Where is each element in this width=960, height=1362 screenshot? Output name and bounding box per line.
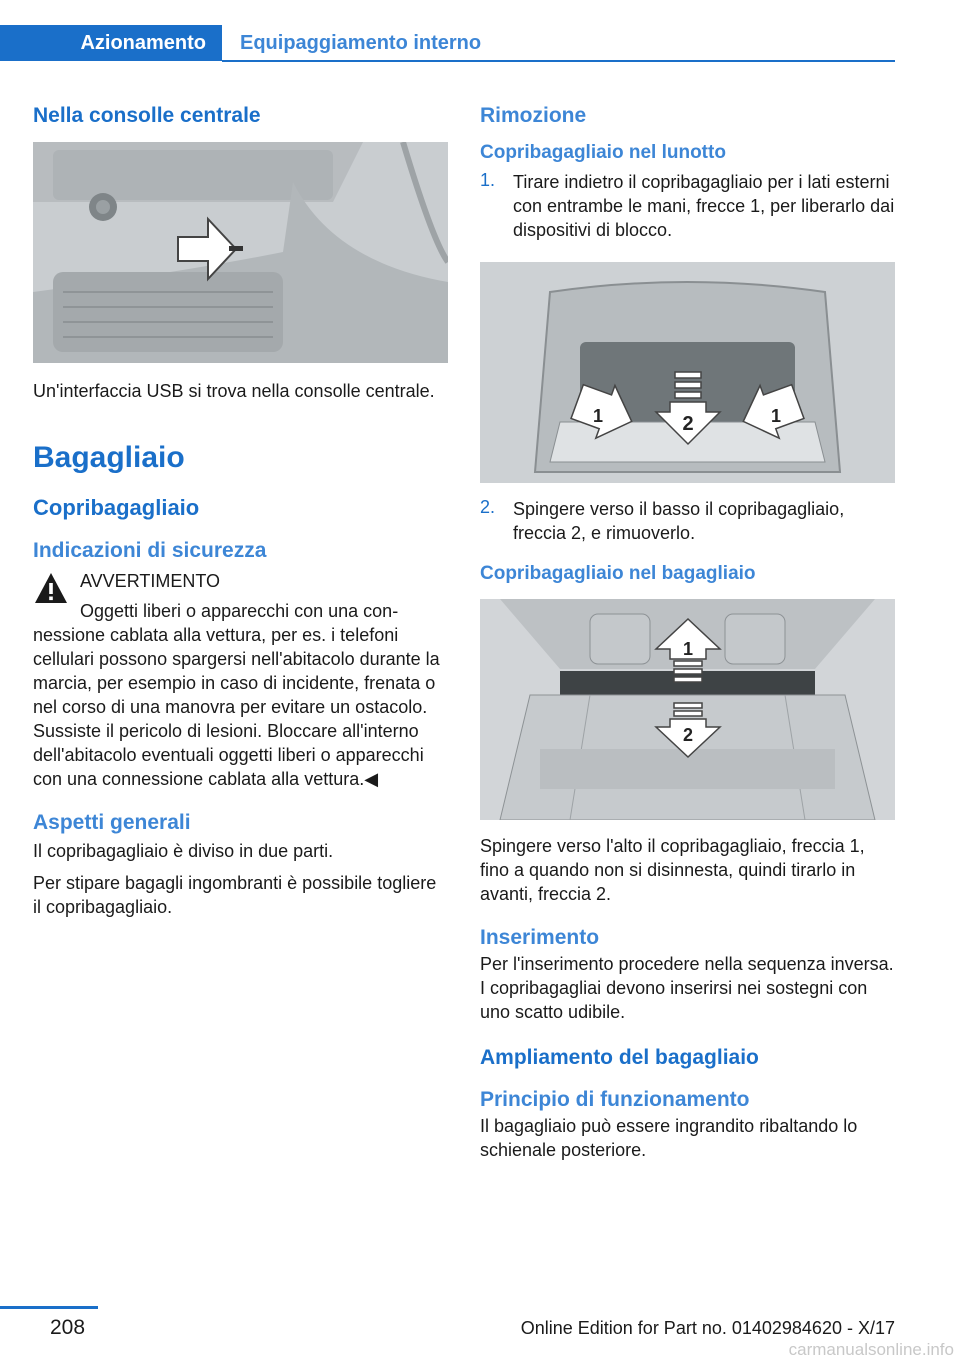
warning-title: AVVERTIMENTO: [80, 571, 221, 591]
header-rule: [222, 60, 895, 62]
trunk-heading: Copribagagliaio nel bagagliaio: [480, 563, 756, 584]
warning-triangle-icon: [33, 571, 69, 607]
figure-label-1-right: 1: [770, 406, 782, 426]
step-1-number: 1.: [480, 170, 496, 190]
trunk-figure-label-1: 1: [682, 639, 694, 659]
trunk-figure-label-2: 2: [682, 725, 694, 745]
principle-text: Il bagagliaio può essere ingrandito ribaltando lo schienale posteriore.: [480, 1116, 858, 1160]
insert-text: Per l'inserimento procedere nella sequenza inversa. I copribagagliai devono inserirsi nei sostegni con uno scatto udibile.: [480, 954, 894, 1022]
tab-azionamento[interactable]: Azionamento: [0, 25, 222, 61]
warning-text: Oggetti liberi o apparecchi con una connessione cablata alla vettura, per es. i telefoni cellulari possono spargersi nell'abitacolo durante la marcia, per esempio in caso di incidente, frenata o nel corso di una manovra per evitare un ostacolo. Sussiste il pericolo di lesioni. Bloccare all'interno dell'abitacolo eventuali oggetti liberi o apparecchi con una connessione cablata alla vettura.◀: [33, 601, 440, 789]
header-bar: [0, 0, 895, 62]
tab-equipaggiamento-interno[interactable]: Equipaggiamento interno: [240, 31, 482, 54]
expand-heading: Ampliamento del bagagliaio: [480, 1046, 759, 1069]
step-2-text: Spingere verso il basso il copribagagliaio, freccia 2, e rimuoverlo.: [513, 499, 845, 543]
step-1-text: Tirare indietro il copribagagliaio per i lati esterni con entrambe le mani, frecce 1, per liberarlo dai dispositivi di blocco.: [513, 172, 895, 240]
step-2-number: 2.: [480, 497, 496, 517]
insert-heading: Inserimento: [480, 926, 600, 949]
step-1: [480, 170, 895, 242]
trunk-text: Spingere verso l'alto il copribagagliaio, freccia 1, fino a quando non si disinnesta, quindi tirarlo in avanti, freccia 2.: [480, 836, 865, 904]
right-column: [480, 98, 895, 1162]
edition-footer: Online Edition for Part no. 01402984620 - X/17: [520, 1318, 895, 1338]
general-paragraph-2: Per stipare bagagli ingombranti è possibile togliere il copribagagliaio.: [33, 873, 437, 917]
safety-heading: Indicazioni di sicurezza: [33, 539, 267, 562]
usb-heading: Nella consolle centrale: [33, 104, 261, 127]
rear-window-heading: Copribagagliaio nel lunotto: [480, 142, 726, 163]
section-title-bagagliaio: Bagagliaio: [33, 441, 185, 474]
watermark: carmanualsonline.info: [788, 1340, 954, 1359]
general-paragraph-1: Il copribagagliaio è diviso in due parti.: [33, 841, 334, 861]
steps-list-2: [480, 497, 895, 545]
steps-list-1: [480, 170, 895, 242]
left-column: [33, 98, 448, 919]
page-number: 208: [50, 1316, 86, 1339]
figure-label-2: 2: [682, 413, 694, 435]
figure-label-1-left: 1: [592, 406, 604, 426]
general-heading: Aspetti generali: [33, 811, 191, 834]
page-number-bar: [0, 1306, 98, 1309]
warning-block: [33, 569, 448, 593]
usb-text: Un'interfaccia USB si trova nella consolle centrale.: [33, 381, 435, 401]
removal-heading: Rimozione: [480, 104, 587, 127]
rear-window-cover-image: [480, 262, 895, 483]
principle-heading: Principio di funzionamento: [480, 1088, 750, 1111]
console-usb-image: [33, 142, 448, 363]
subsection-copribagagliaio: Copribagagliaio: [33, 495, 200, 520]
step-2: [480, 497, 895, 545]
trunk-cover-image: [480, 599, 895, 820]
